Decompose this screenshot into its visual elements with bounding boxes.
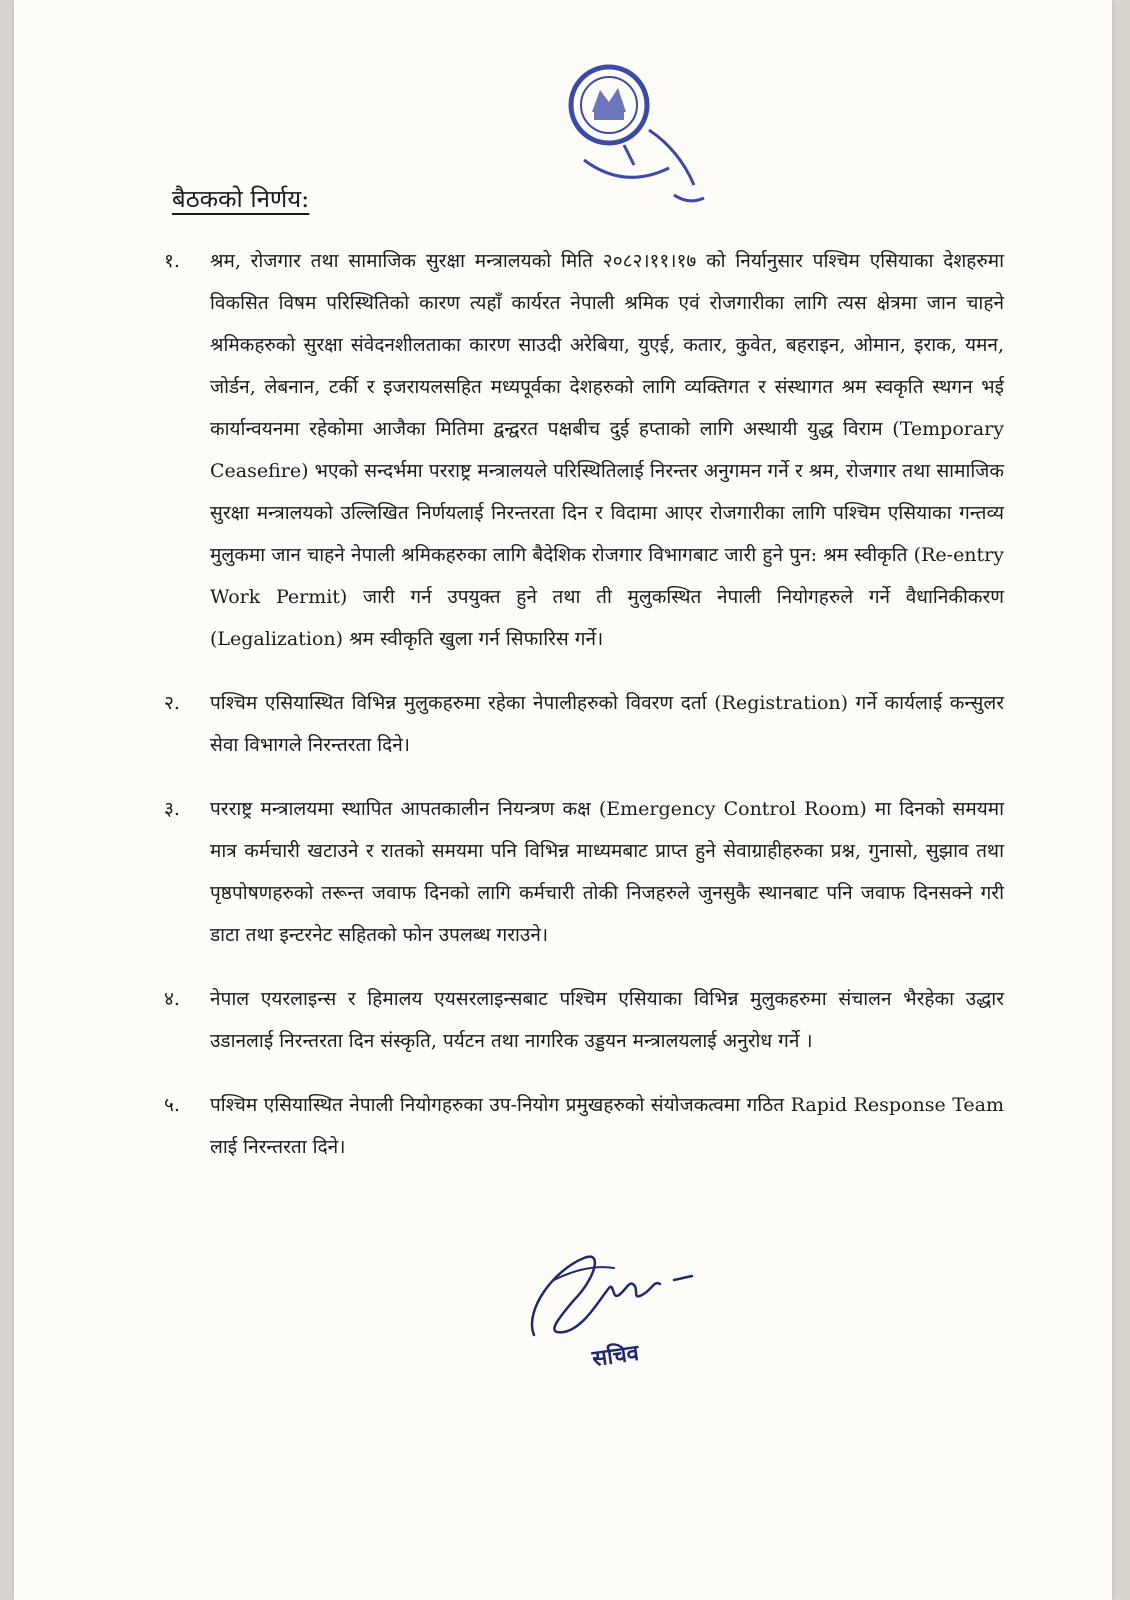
item-number: २. <box>164 692 180 714</box>
item-text: पश्चिम एसियास्थित विभिन्न मुलुकहरुमा रहेका नेपालीहरुको विवरण दर्ता (Registration) गर्ने कार्यलाई कन्सुलर सेवा विभागले निरन्तरता दिने। <box>210 692 1004 756</box>
decision-item <box>164 682 1004 766</box>
signatory-title: सचिव <box>590 1339 641 1373</box>
document-page <box>14 0 1112 1600</box>
item-number: ३. <box>164 798 180 820</box>
page-heading: बैठकको निर्णय: <box>172 185 310 213</box>
item-number: १. <box>164 250 180 272</box>
decision-item <box>164 788 1004 956</box>
item-text: पश्चिम एसियास्थित नेपाली नियोगहरुका उप-नियोग प्रमुखहरुको संयोजकत्वमा गठित Rapid Response Team लाई निरन्तरता दिने। <box>210 1094 1004 1158</box>
item-text: नेपाल एयरलाइन्स र हिमालय एयसरलाइन्सबाट पश्चिम एसियाका विभिन्न मुलुकहरुमा संचालन भैरहेका उद्धार उडानलाई निरन्तरता दिन संस्कृति, पर्यटन तथा नागरिक उड्डयन मन्त्रालयलाई अनुरोध गर्ने । <box>210 988 1004 1052</box>
item-number: ४. <box>164 988 180 1010</box>
decision-item <box>164 240 1004 660</box>
item-text: श्रम, रोजगार तथा सामाजिक सुरक्षा मन्त्रालयको मिति २०८२।११।१७ को निर्यानुसार पश्चिम एसियाका देशहरुमा विकसित विषम परिस्थितिको कारण त्यहाँ कार्यरत नेपाली श्रमिक एवं रोजगारीका लागि त्यस क्षेत्रमा जान चाहने श्रमिकहरुको सुरक्षा संवेदनशीलताका कारण साउदी अरेबिया, युएई, कतार, कुवेत, बहराइन, ओमान, इराक, यमन, जोर्डन, लेबनान, टर्की र इजरायलसहित मध्यपूर्वका देशहरुको लागि व्यक्तिगत र संस्थागत श्रम स्वकृति स्थगन भई कार्यान्वयनमा रहेकोमा आजैका मितिमा द्वन्द्वरत पक्षबीच दुई हप्ताको लागि अस्थायी युद्ध विराम (Temporary Ceasefire) भएको सन्दर्भमा परराष्ट्र मन्त्रालयले परिस्थितिलाई निरन्तर अनुगमन गर्ने र श्रम, रोजगार तथा सामाजिक सुरक्षा मन्त्रालयको उल्लिखित निर्णयलाई निरन्तरता दिन र विदामा आएर रोजगारीका लागि पश्चिम एसियाका गन्तव्य मुलुकमा जान चाहने नेपाली श्रमिकहरुका लागि बैदेशिक रोजगार विभागबाट जारी हुने पुन: श्रम स्वीकृति (Re-entry Work Permit) जारी गर्न उपयुक्त हुने तथा ती मुलुकस्थित नेपाली नियोगहरुले गर्ने वैधानिकीकरण (Legalization) श्रम स्वीकृति खुला गर्न सिफारिस गर्ने। <box>210 250 1004 650</box>
decision-item <box>164 978 1004 1062</box>
item-text: परराष्ट्र मन्त्रालयमा स्थापित आपतकालीन नियन्त्रण कक्ष (Emergency Control Room) मा दिनको समयमा मात्र कर्मचारी खटाउने र रातको समयमा पनि विभिन्न माध्यमबाट प्राप्त हुने सेवाग्राहीहरुका प्रश्न, गुनासो, सुझाव तथा पृष्ठपोषणहरुको तरून्त जवाफ दिनको लागि कर्मचारी तोकी निजहरुले जुनसुकै स्थानबाट पनि जवाफ दिनसक्ने गरी डाटा तथा इन्टरनेट सहितको फोन उपलब्ध गराउने। <box>210 798 1004 946</box>
decision-item <box>164 1084 1004 1168</box>
ministry-seal <box>554 60 734 220</box>
decision-list <box>164 240 1004 1190</box>
item-number: ५. <box>164 1094 180 1116</box>
